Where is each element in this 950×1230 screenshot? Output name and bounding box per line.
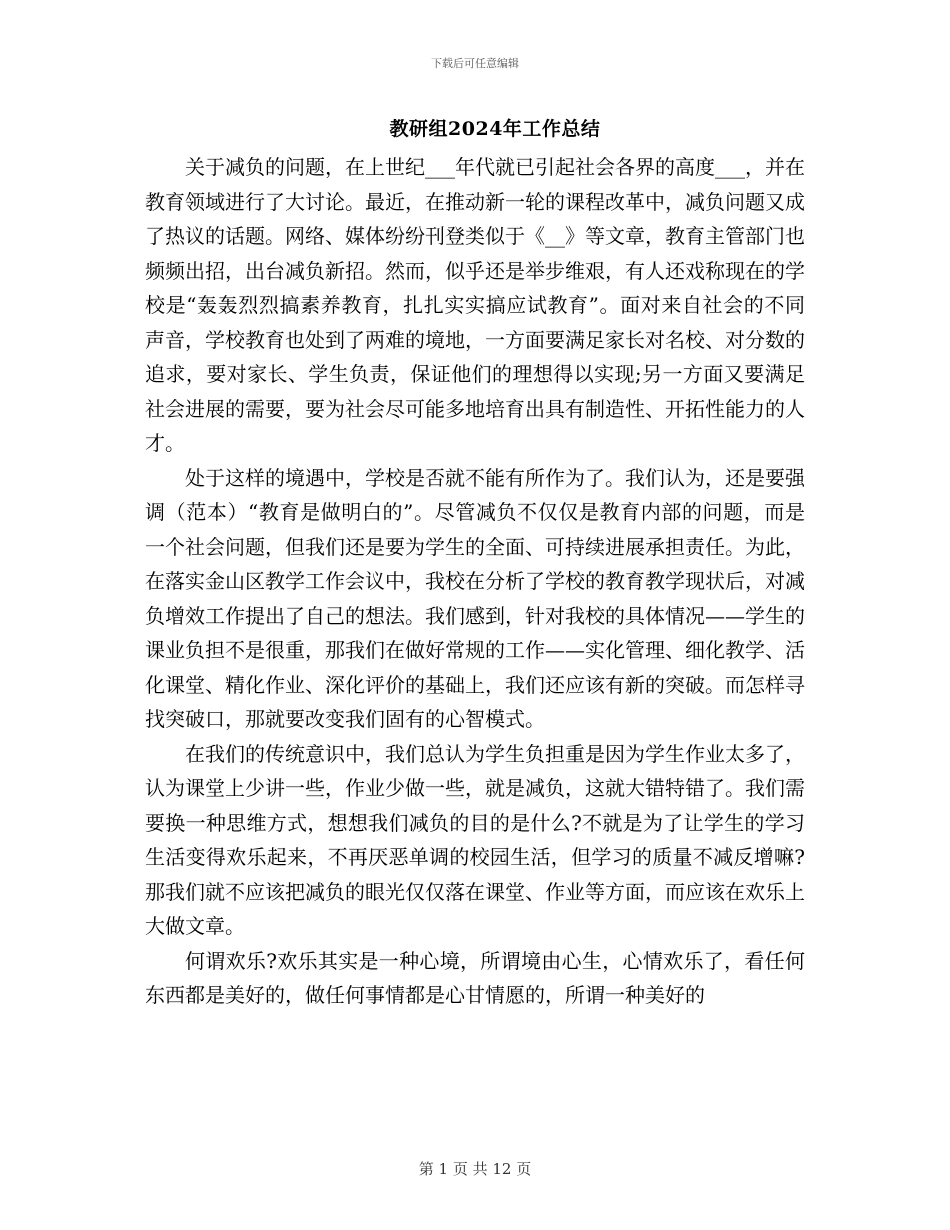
paragraph-3: 在我们的传统意识中，我们总认为学生负担重是因为学生作业太多了，认为课堂上少讲一些，作业少做一些，就是减负，这就大错特错了。我们需要换一种思维方式，想想我们减负的目的是什么?不就是为了让学生的学习生活变得欢乐起来，不再厌恶单调的校园生活，但学习的质量不减反增嘛?那我们就不应该把减负的眼光仅仅落在课堂、作业等方面，而应该在欢乐上大做文章。 bbox=[145, 741, 805, 938]
page-number: 第 1 页 共 12 页 bbox=[418, 1160, 532, 1178]
document-title: 教研组2024年工作总结 bbox=[389, 118, 601, 140]
paragraph-4: 何谓欢乐?欢乐其实是一种心境，所谓境由心生，心情欢乐了，看任何东西都是美好的，做任何事情都是心甘情愿的，所谓一种美好的 bbox=[145, 948, 805, 1007]
page-header-note: 下载后可任意编辑 bbox=[431, 57, 519, 70]
paragraph-2: 处于这样的境遇中，学校是否就不能有所作为了。我们认为，还是要强调（范本）“教育是做明白的”。尽管减负不仅仅是教育内部的问题，而是一个社会问题，但我们还是要为学生的全面、可持续进展承担责任。为此，在落实金山区教学工作会议中，我校在分析了学校的教育教学现状后，对减负增效工作提出了自己的想法。我们感到，针对我校的具体情况——学生的课业负担不是很重，那我们在做好常规的工作——实化管理、细化教学、活化课堂、精化作业、深化评价的基础上，我们还应该有新的突破。而怎样寻找突破口，那就要改变我们固有的心智模式。 bbox=[145, 465, 805, 731]
document-body bbox=[145, 150, 805, 1013]
paragraph-1: 关于减负的问题，在上世纪___年代就已引起社会各界的高度___，并在教育领域进行了大讨论。最近，在推动新一轮的课程改革中，减负问题又成了热议的话题。网络、媒体纷纷刊登类似于《__》等文章，教育主管部门也频频出招，出台减负新招。然而，似乎还是举步维艰，有人还戏称现在的学校是“轰轰烈烈搞素养教育，扎扎实实搞应试教育”。面对来自社会的不同声音，学校教育也处到了两难的境地，一方面要满足家长对名校、对分数的追求，要对家长、学生负责，保证他们的理想得以实现;另一方面又要满足社会进展的需要，要为社会尽可能多地培育出具有制造性、开拓性能力的人才。 bbox=[145, 155, 805, 455]
